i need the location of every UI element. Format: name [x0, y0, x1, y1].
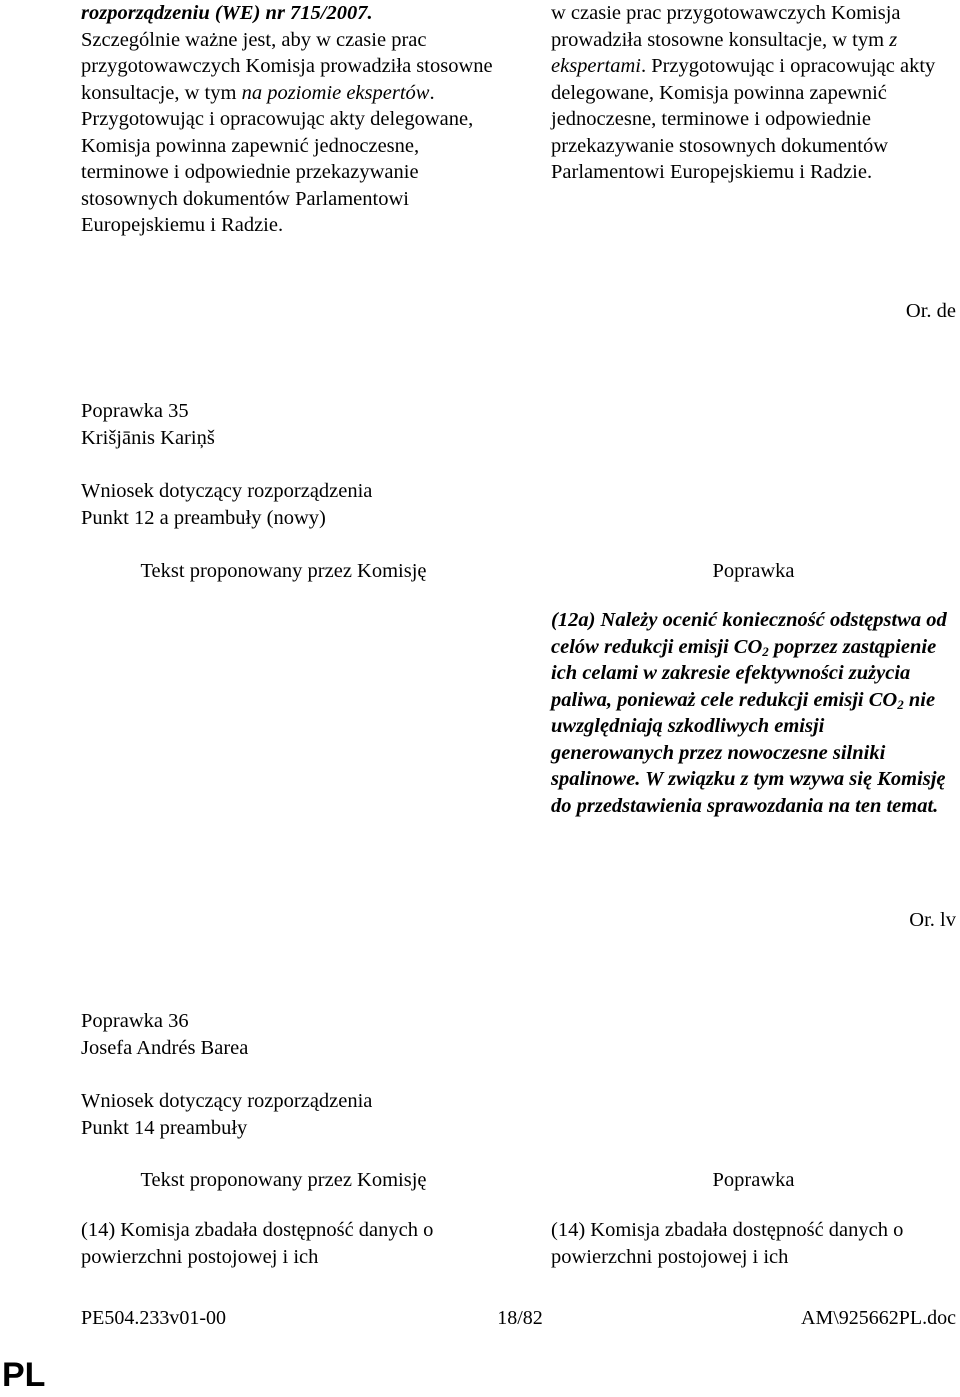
left-text-italic: na poziomie ekspertów	[241, 81, 430, 104]
column-header-commission: Tekst proponowany przez Komisję	[140, 560, 427, 582]
footer-file-name: AM\925662PL.doc	[801, 1307, 956, 1329]
amendment-35-header	[81, 398, 681, 451]
left-text-a: Szczególnie ważne jest, aby w czasie prac przygotowawczych Komisja prowadziła stosowne konsultacje, w tym	[81, 28, 493, 104]
subscript-2: 2	[762, 643, 769, 659]
original-language-lv: Or. lv	[909, 909, 956, 931]
amendment-text-part2: poprzez zastąpienie ich celami w zakresie efektywności zużycia paliwa, ponieważ cele redukcji emisji CO	[551, 635, 937, 711]
left-bold-italic-line: rozporządzeniu (WE) nr 715/2007.	[81, 2, 373, 24]
column-header-amendment: Poprawka	[712, 560, 795, 582]
proposal-point: Punkt 14 preambuły	[81, 1116, 248, 1139]
language-mark: PL	[2, 1356, 46, 1394]
column-header-amendment: Poprawka	[712, 1169, 795, 1191]
right-column-continuation	[551, 0, 956, 186]
amendment-text-14: (14) Komisja zbadała dostępność danych o powierzchni postojowej i ich	[551, 1219, 904, 1268]
column-header-commission: Tekst proponowany przez Komisję	[140, 1169, 427, 1191]
amendment-number: Poprawka 35	[81, 400, 189, 422]
commission-text-14: (14) Komisja zbadała dostępność danych o powierzchni postojowej i ich	[81, 1219, 434, 1268]
left-paragraph	[81, 0, 501, 239]
amendment-number: Poprawka 36	[81, 1010, 189, 1032]
proposal-title: Wniosek dotyczący rozporządzenia	[81, 1090, 373, 1112]
amendment-35-text	[551, 607, 951, 819]
left-column-continuation	[81, 0, 501, 239]
original-language-de: Or. de	[905, 300, 956, 322]
right-text-a: w czasie prac przygotowawczych Komisja prowadziła stosowne konsultacje, w tym	[551, 2, 901, 51]
amendment-35-target	[81, 478, 681, 531]
right-paragraph	[551, 0, 956, 186]
footer-page-number: 18/82	[497, 1307, 543, 1329]
right-text-b: . Przygotowując i opracowując akty delegowane, Komisja powinna zapewnić jednoczesne, terminowe i odpowiednie przekazywanie stosownych dokumentów Parlamentowi Europejskiemu i Radzie.	[551, 55, 936, 183]
amendment-text-part1: (12a) Należy ocenić konieczność odstępstwa od celów redukcji emisji CO	[551, 609, 947, 658]
left-text-b: . Przygotowując i opracowując akty delegowane, Komisja powinna zapewnić jednoczesne, terminowe i odpowiednie przekazywanie stosownych dokumentów Parlamentowi Europejskiemu i Radzie.	[81, 81, 474, 236]
right-text-italic: z ekspertami	[551, 28, 898, 77]
amendment-36-target	[81, 1088, 681, 1141]
subscript-2: 2	[897, 696, 904, 712]
amendment-36-header	[81, 1008, 681, 1061]
amendment-author: Josefa Andrés Barea	[81, 1036, 249, 1059]
amendment-author: Krišjānis Kariņš	[81, 426, 215, 449]
footer-doc-ref: PE504.233v01-00	[81, 1307, 226, 1329]
proposal-title: Wniosek dotyczący rozporządzenia	[81, 480, 373, 502]
proposal-point: Punkt 12 a preambuły (nowy)	[81, 506, 326, 529]
amendment-text-part3: nie uwzględniają szkodliwych emisji generowanych przez nowoczesne silniki spalinowe. W związku z tym wzywa się Komisję do przedstawienia sprawozdania na ten temat.	[551, 688, 946, 817]
